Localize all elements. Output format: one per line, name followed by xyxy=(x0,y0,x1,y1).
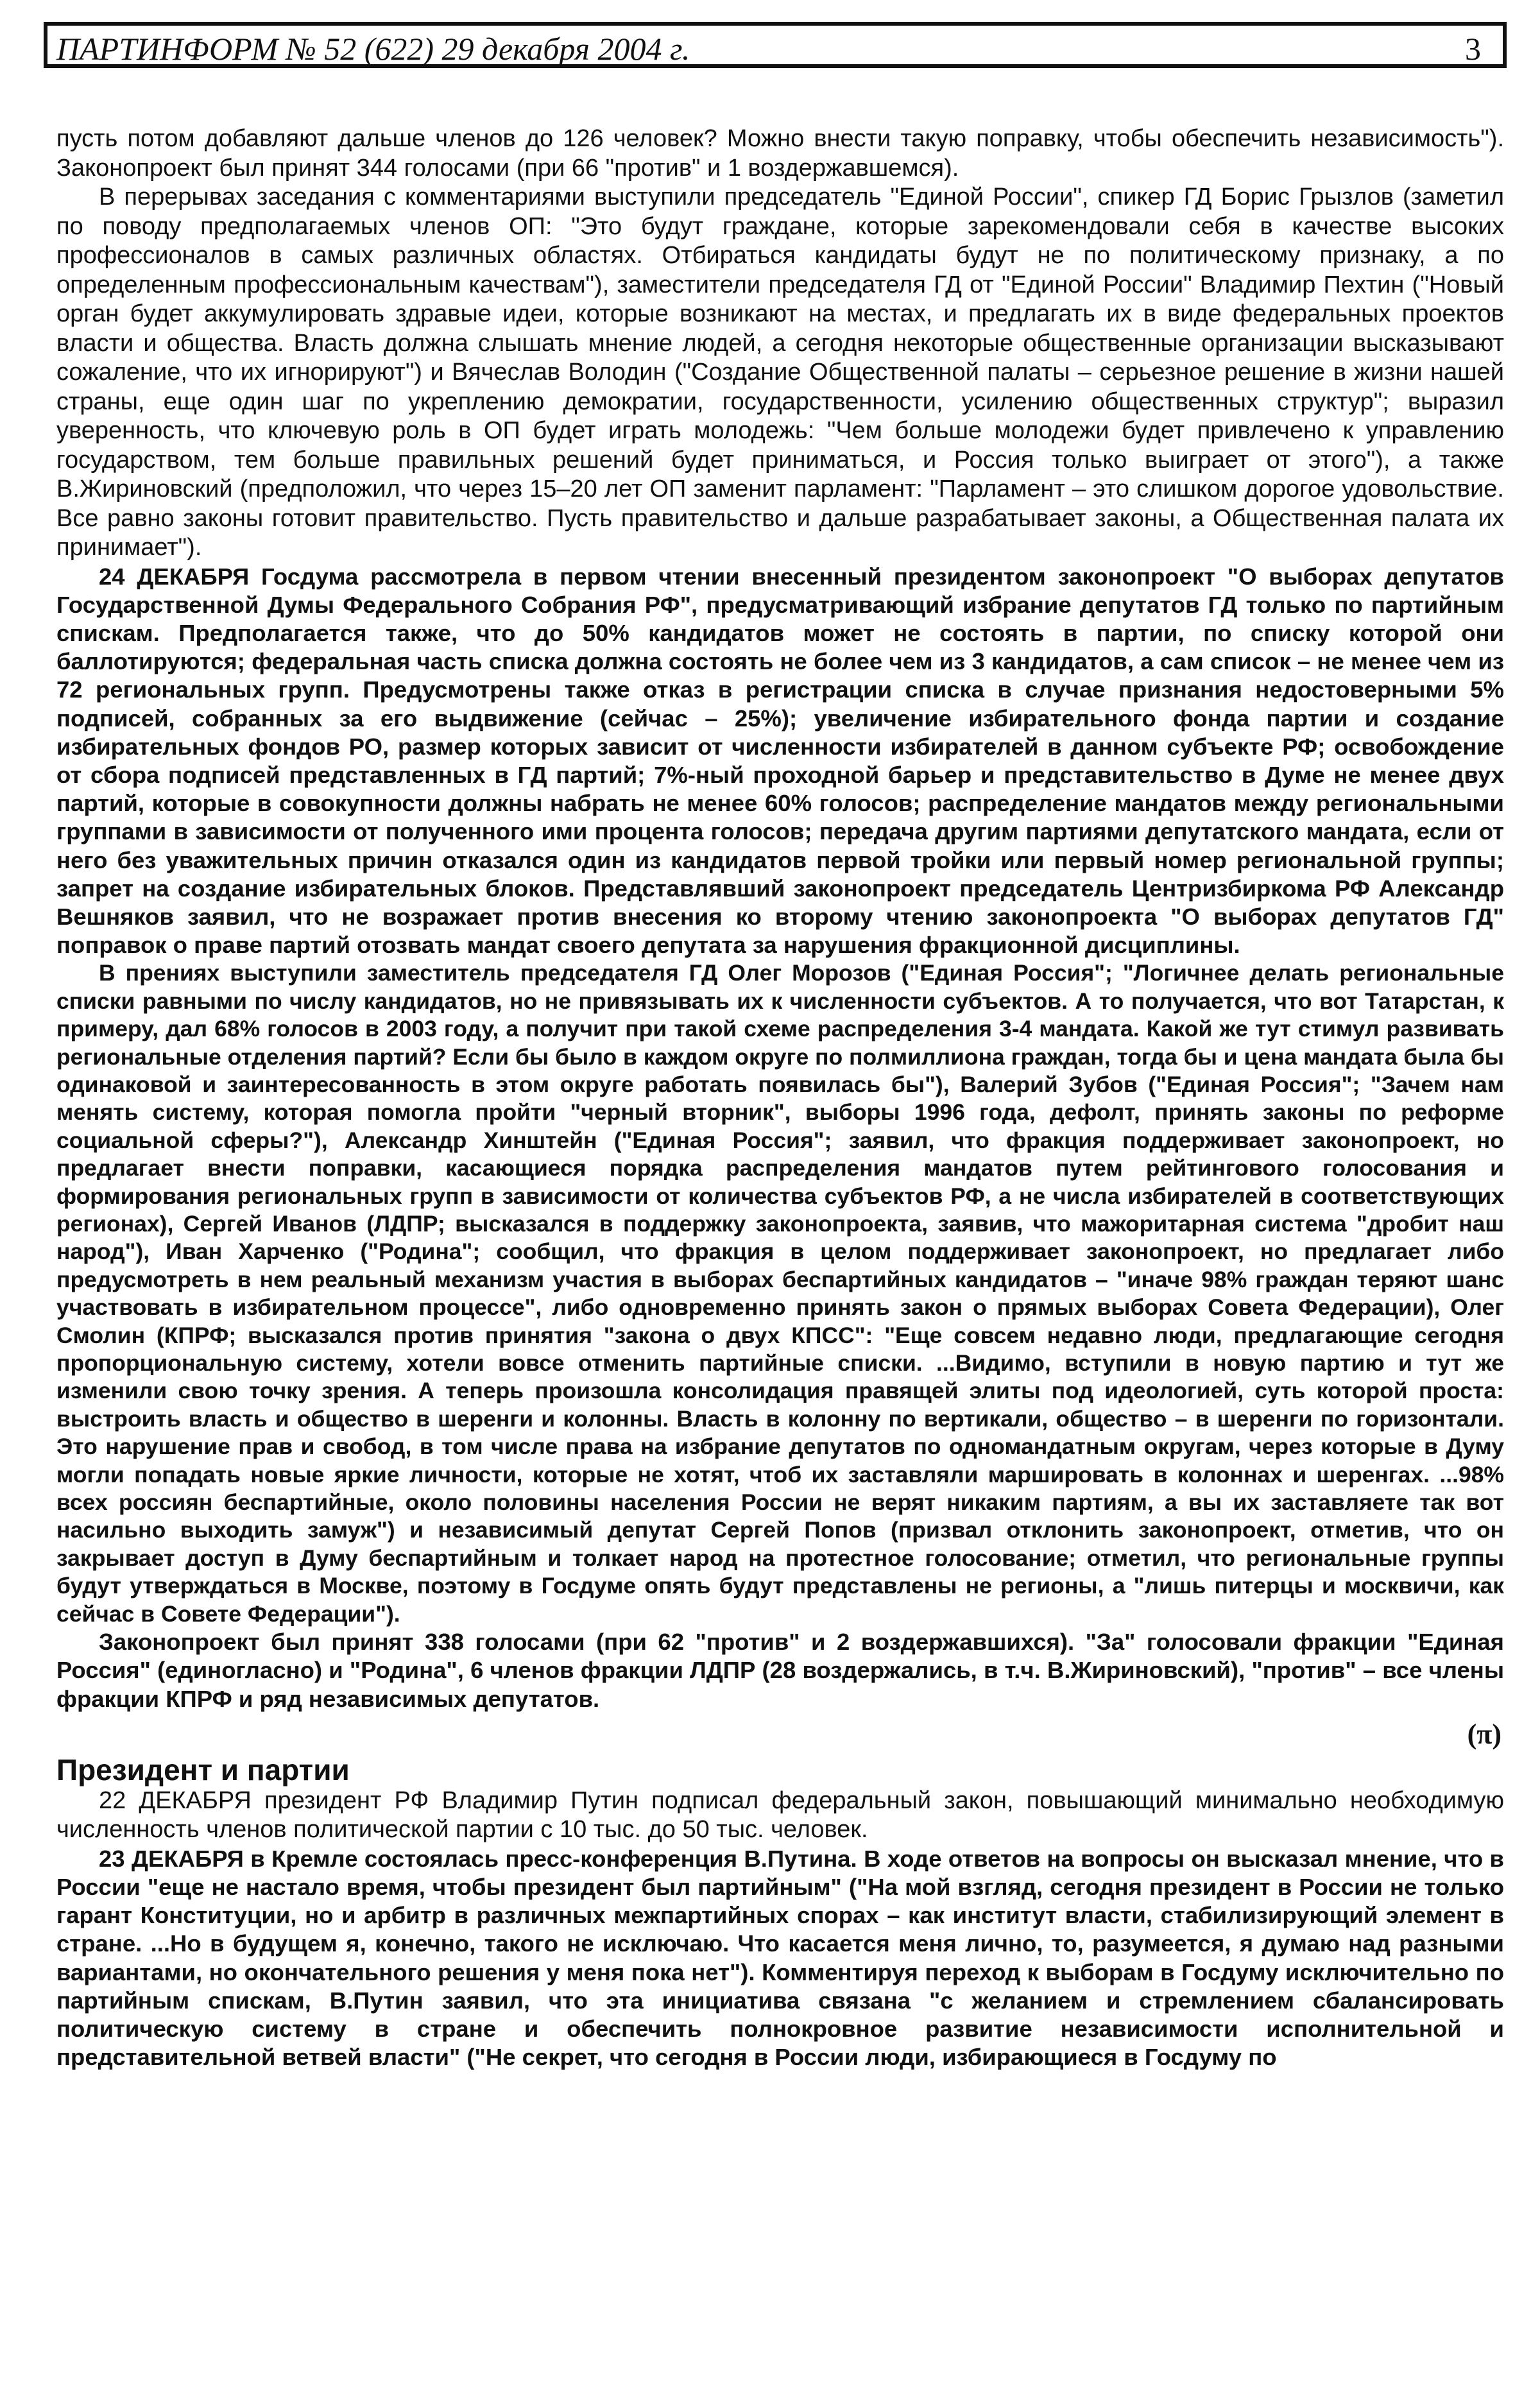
paragraph: 24 ДЕКАБРЯ Госдума рассмотрела в первом чтении внесенный президентом законопроект "О выборах депутатов Государственной Думы Федерального Собрания РФ", предусматривающий избрание депутатов ГД только по партийным спискам. Предполагается также, что до 50% кандидатов может не состоять в партии, по списку которой они баллотируются; федеральная часть списка должна состоять не более чем из 3 кандидатов, а сам список – не менее чем из 72 региональных групп. Предусмотрены также отказ в регистрации списка в случае признания недостоверными 5% подписей, собранных за его выдвижение (сейчас – 25%); увеличение избирательного фонда партии и создание избирательных фондов РО, размер которых зависит от численности избирателей в данном субъекте РФ; освобождение от сбора подписей представленных в ГД партий; 7%-ный проходной барьер и представительство в Думе не менее двух партий, которые в совокупности должны набрать не менее 60% голосов; распределение мандатов между региональными группами в зависимости от полученного ими процента голосов; передача другим партиями депутатского мандата, если от него без уважительных причин отказался один из кандидатов первой тройки или первый номер региональной группы; запрет на создание избирательных блоков. Представлявший законопроект председатель Центризбиркома РФ Александр Вешняков заявил, что не возражает против внесения ко второму чтению законопроекта "О выборах депутатов ГД" поправок о праве партий отозвать мандат своего депутата за нарушения фракционной дисциплины. xyxy=(56,563,1504,959)
paragraph: Законопроект был принят 338 голосами (при 62 "против" и 2 воздержавшихся). "За" голосовали фракции "Единая Россия" (единогласно) и "Родина", 6 членов фракции ЛДПР (28 воздержались, в т.ч. В.Жириновский), "против" – все члены фракции КПРФ и ряд независимых депутатов. xyxy=(56,1629,1504,1712)
page-number: 3 xyxy=(1465,31,1481,67)
paragraph: В прениях выступили заместитель председателя ГД Олег Морозов ("Единая Россия"; "Логичнее делать региональные списки равными по числу кандидатов, но не привязывать их к численности субъектов. А то получается, что вот Татарстан, к примеру, дал 68% голосов в 2003 году, а получит при такой схеме распределения 3-4 мандата. Какой же тут стимул развивать региональные отделения партий? Если бы было в каждом округе по полмиллиона граждан, тогда бы и цена мандата была бы одинаковой и заинтересованность в этом округе работать появилась бы"), Валерий Зубов ("Единая Россия"; "Зачем нам менять систему, которая помогла пройти "черный вторник", выборы 1996 года, дефолт, принять законы по реформе социальной сферы?"), Александр Хинштейн ("Единая Россия"; заявил, что фракция поддерживает законопроект, но предлагает внести поправки, касающиеся порядка распределения мандатов путем рейтингового голосования и формирования региональных групп в зависимости от количества субъектов РФ, а не числа избирателей в соответствующих регионах), Сергей Иванов (ЛДПР; высказался в поддержку законопроекта, заявив, что мажоритарная система "дробит наш народ"), Иван Харченко ("Родина"; сообщил, что фракция в целом поддерживает законопроект, но предлагает либо предусмотреть в нем реальный механизм участия в выборах беспартийных кандидатов – "иначе 98% граждан теряют шанс участвовать в избирательном процессе", либо одновременно принять закон о прямых выборах Совета Федерации), Олег Смолин (КПРФ; высказался против принятия "закона о двух КПСС": "Еще совсем недавно люди, предлагающие сегодня пропорциональную систему, хотели вовсе отменить партийные списки. ...Видимо, вступили в новую партию и тут же изменили свою точку зрения. А теперь произошла консолидация правящей элиты под идеологией, суть которой проста: выстроить власть и общество в шеренги и колонны. Власть в колонну по вертикали, общество – в шеренги по горизонтали. Это нарушение прав и свобод, в том числе права на избрание депутатов по одномандатным округам, через которые в Думу могли попадать новые яркие личности, которые не хотят, чтоб их заставляли маршировать в колоннах и шеренгах. ...98% всех россиян беспартийные, около половины населения России не верят никаким партиям, а вы их заставляете так вот насильно выходить замуж") и независимый депутат Сергей Попов (призвал отклонить законопроект, отметив, что он закрывает доступ в Думу беспартийным и толкает народ на протестное голосование; отметил, что региональные группы будут утверждаться в Москве, поэтому в Госдуме опять будут представлены не регионы, а "лишь питерцы и москвичи, как сейчас в Совете Федерации"). xyxy=(56,960,1504,1627)
paragraph: пусть потом добавляют дальше членов до 126 человек? Можно внести такую поправку, чтобы обеспечить независимость"). Законопроект был принят 344 голосами (при 66 "против" и 1 воздержавшемся). xyxy=(56,125,1504,182)
header-title: ПАРТИНФОРМ № 52 (622) 29 декабря 2004 г. xyxy=(56,31,690,67)
paragraph: 22 ДЕКАБРЯ президент РФ Владимир Путин подписал федеральный закон, повышающий минимально необходимую численность членов политической партии с 10 тыс. до 50 тыс. человек. xyxy=(56,1786,1504,1844)
paragraph: 23 ДЕКАБРЯ в Кремле состоялась пресс-конференция В.Путина. В ходе ответов на вопросы он высказал мнение, что в России "еще не настало время, чтобы президент был партийным" ("На мой взгляд, сегодня президент в России не только гарант Конституции, но и арбитр в различных межпартийных спорах – как институт власти, стабилизирующий элемент в стране. ...Но в будущем я, конечно, такого не исключаю. Что касается меня лично, то, разумеется, я думаю над разными вариантами, но окончательного решения у меня пока нет"). Комментируя переход к выборам в Госдуму исключительно по партийным спискам, В.Путин заявил, что эта инициатива связана "с желанием и стремлением сбалансировать политическую систему в стране и обеспечить полнокровное развитие независимости исполнительной и представительной ветвей власти" ("Не секрет, что сегодня в России люди, избирающиеся в Госдуму по xyxy=(56,1845,1504,2071)
paragraph: В перерывах заседания с комментариями выступили председатель "Единой России", спикер ГД Борис Грызлов (заметил по поводу предполагаемых членов ОП: "Это будут граждане, которые зарекомендовали себя в качестве высоких профессионалов в самых различных областях. Отбираться кандидаты будут не по политическому признаку, а по определенным профессиональным качествам"), заместители председателя ГД от "Единой России" Владимир Пехтин ("Новый орган будет аккумулировать здравые идеи, которые возникают на местах, и предлагать их в виде федеральных проектов власти и общества. Власть должна слышать мнение людей, а сегодня некоторые общественные организации высказывают сожаление, что их игнорируют") и Вячеслав Володин ("Создание Общественной палаты – серьезное решение в жизни нашей страны, еще один шаг по укреплению демократии, государственности, усилению общественных структур"; выразил уверенность, что ключевую роль в ОП будет играть молодежь: "Чем больше молодежи будет привлечено к управлению государством, тем больше правильных решений будет приниматься, и Россия только выиграет от этого"), а также В.Жириновский (предположил, что через 15–20 лет ОП заменит парламент: "Парламент – это слишком дорогое удовольствие. Все равно законы готовит правительство. Пусть правительство и дальше разрабатывает законы, а Общественная палата их принимает"). xyxy=(56,184,1504,561)
author-signature: (π) xyxy=(1467,1718,1502,1750)
page-header xyxy=(44,22,1507,68)
section-heading: Президент и партии xyxy=(56,1752,350,1786)
article-body xyxy=(56,124,1504,2071)
